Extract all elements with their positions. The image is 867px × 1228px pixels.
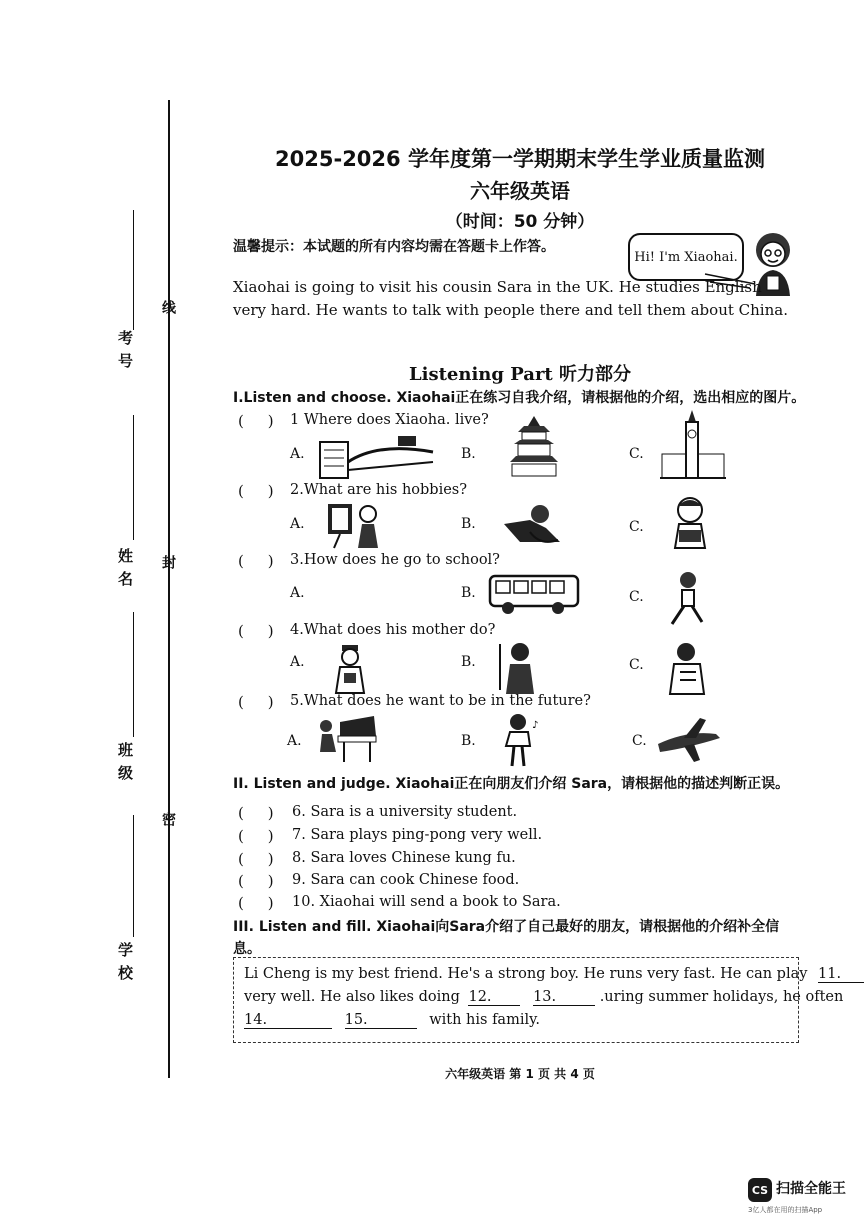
question-3: 3.How does he go to school? <box>290 552 500 568</box>
exam-number-label: 考号 <box>116 330 134 376</box>
fill-text-1: Li Cheng is my best friend. He's a strong boy. He runs very fast. He can play <box>244 966 808 982</box>
question-4: 4.What does his mother do? <box>290 622 496 638</box>
answer-paren-10[interactable]: ( ) <box>238 894 274 912</box>
q2-option-b[interactable]: B. <box>461 516 476 532</box>
school-label: 学校 <box>116 942 134 988</box>
q1-option-b[interactable]: B. <box>461 446 476 462</box>
boy-painting-picture <box>326 500 384 550</box>
blank-13[interactable]: 13. <box>533 989 595 1006</box>
exam-number-blank[interactable] <box>133 210 134 330</box>
class-label: 班级 <box>116 742 134 788</box>
fill-text-2b: .uring summer holidays, he often <box>599 989 844 1005</box>
exam-time: （时间：50 分钟） <box>445 212 595 232</box>
q5-option-a[interactable]: A. <box>287 733 302 749</box>
section-2-heading: II. Listen and judge. Xiaohai正在向朋友们介绍 Sara，请根据他的描述判断正误。 <box>233 776 790 792</box>
name-blank[interactable] <box>133 415 134 540</box>
answer-paren-7[interactable]: ( ) <box>238 827 274 845</box>
answer-paren-5[interactable]: ( ) <box>238 693 274 711</box>
listening-part-title: Listening Part 听力部分 <box>408 364 632 385</box>
answer-paren-4[interactable]: ( ) <box>238 622 274 640</box>
fill-line-1 <box>244 966 864 983</box>
fill-line-3 <box>244 1012 540 1029</box>
watermark-sub: 3亿人都在用的扫描App <box>748 1206 823 1214</box>
school-blank[interactable] <box>133 815 134 937</box>
svg-text:♪: ♪ <box>532 720 539 731</box>
answer-paren-9[interactable]: ( ) <box>238 872 274 890</box>
judge-item-9: 9. Sara can cook Chinese food. <box>292 872 520 888</box>
page-footer: 六年级英语 第 1 页 共 4 页 <box>445 1067 595 1081</box>
big-ben-picture <box>658 408 728 480</box>
judge-item-10: 10. Xiaohai will send a book to Sara. <box>292 894 561 910</box>
worker-picture <box>666 640 710 696</box>
blank-11[interactable]: 11. <box>818 966 864 983</box>
q4-option-b[interactable]: B. <box>461 654 476 670</box>
exam-title: 2025-2026 学年度第一学期期末学生学业质量监测 <box>275 147 765 171</box>
section-1-heading: I.Listen and choose. Xiaohai正在练习自我介绍，请根据他的介绍，选出相应的图片。 <box>233 390 806 406</box>
blank-14[interactable]: 14. <box>244 1012 332 1029</box>
judge-item-7: 7. Sara plays ping-pong very well. <box>292 827 543 843</box>
seal-word-mi: 密 <box>160 812 176 828</box>
boy-walking-picture <box>664 570 708 628</box>
answer-paren-1[interactable]: ( ) <box>238 412 274 430</box>
q1-option-c[interactable]: C. <box>629 446 644 462</box>
speech-bubble-text: Hi! I'm Xiaohai. <box>634 249 738 265</box>
temple-of-heaven-picture <box>508 414 560 480</box>
fill-text-2a: very well. He also likes doing <box>244 989 460 1005</box>
name-label: 姓名 <box>116 548 134 594</box>
fill-in-box <box>233 957 844 1043</box>
pianist-picture <box>316 712 378 764</box>
q5-option-b[interactable]: B. <box>461 733 476 749</box>
answer-paren-2[interactable]: ( ) <box>238 482 274 500</box>
judge-item-8: 8. Sara loves Chinese kung fu. <box>292 850 516 866</box>
exam-subtitle: 六年级英语 <box>470 179 570 203</box>
blank-15[interactable]: 15. <box>345 1012 417 1029</box>
binding-line <box>168 100 170 1078</box>
q2-option-c[interactable]: C. <box>629 519 644 535</box>
intro-line-1: Xiaohai is going to visit his cousin Sara in the UK. He studies English <box>233 278 762 296</box>
judge-item-6: 6. Sara is a university student. <box>292 804 518 820</box>
nurse-picture <box>332 643 368 695</box>
seal-word-xian: 线 <box>160 300 176 316</box>
answer-paren-6[interactable]: ( ) <box>238 804 274 822</box>
question-1: 1 Where does Xiaoha. live? <box>290 412 489 428</box>
singer-picture <box>502 712 542 768</box>
q3-option-c[interactable]: C. <box>629 589 644 605</box>
q4-option-c[interactable]: C. <box>629 657 644 673</box>
section-3-heading-line-2: 息。 <box>233 941 261 957</box>
answer-paren-8[interactable]: ( ) <box>238 850 274 868</box>
q2-option-a[interactable]: A. <box>290 516 305 532</box>
q4-option-a[interactable]: A. <box>290 654 305 670</box>
airplane-picture <box>654 714 722 764</box>
intro-line-2: very hard. He wants to talk with people there and tell them about China. <box>233 301 788 319</box>
fill-text-3: with his family. <box>429 1012 540 1028</box>
question-2: 2.What are his hobbies? <box>290 482 468 498</box>
section-3-heading-line-1: III. Listen and fill. Xiaohai向Sara介绍了自己最好的朋友，请根据他的介绍补全信 <box>233 919 780 935</box>
teacher-picture <box>494 640 542 696</box>
watermark-name: 扫描全能王 <box>776 1181 846 1197</box>
boy-reading-picture <box>671 496 709 550</box>
q5-option-c[interactable]: C. <box>632 733 647 749</box>
blank-12[interactable]: 12. <box>468 989 520 1006</box>
seal-word-feng: 封 <box>160 555 176 571</box>
answer-paren-3[interactable]: ( ) <box>238 552 274 570</box>
q3-option-a[interactable]: A. <box>290 585 305 601</box>
class-blank[interactable] <box>133 612 134 737</box>
building-bridge-picture <box>318 432 436 482</box>
question-5: 5.What does he want to be in the future? <box>290 693 591 709</box>
girl-dancing-picture <box>500 502 566 548</box>
bus-picture <box>488 574 580 616</box>
q3-option-b[interactable]: B. <box>461 585 476 601</box>
q1-option-a[interactable]: A. <box>290 446 305 462</box>
tip-text: 温馨提示：本试题的所有内容均需在答题卡上作答。 <box>233 239 555 255</box>
camscanner-logo: CS <box>748 1178 772 1202</box>
fill-line-2 <box>244 989 843 1006</box>
